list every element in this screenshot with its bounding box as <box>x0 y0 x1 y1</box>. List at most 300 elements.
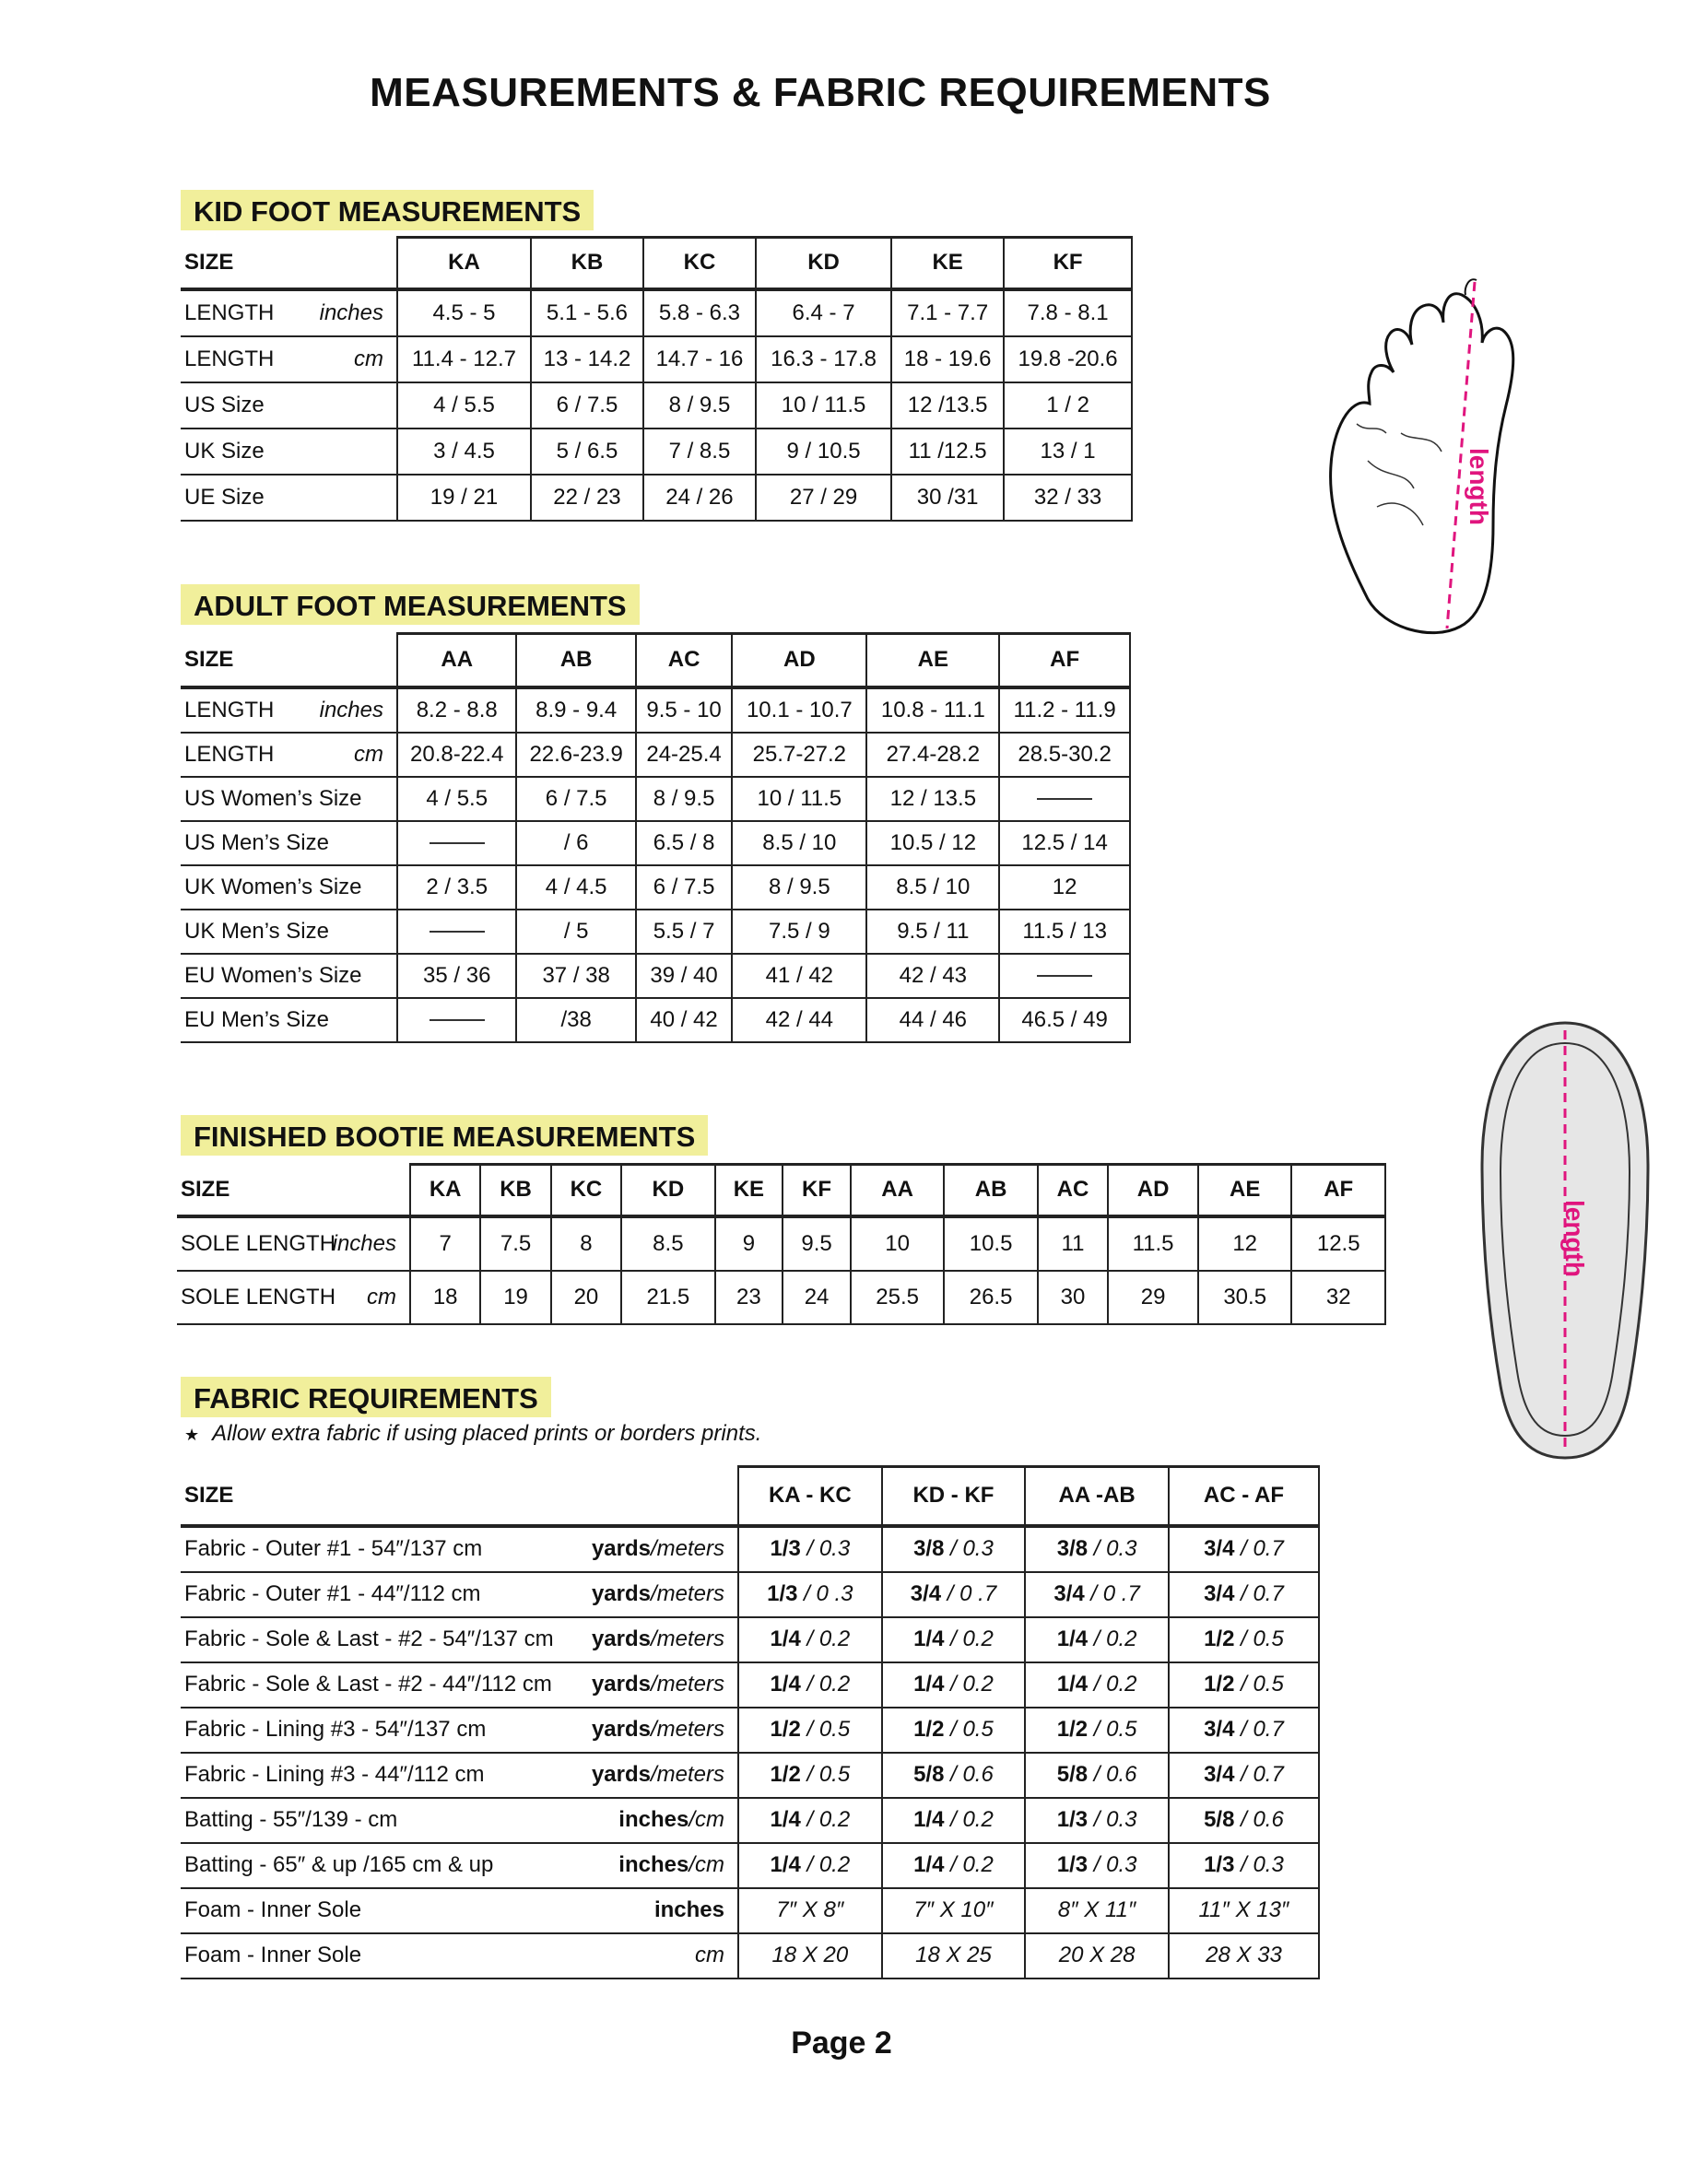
table-cell: 4 / 5.5 <box>397 382 531 429</box>
value-italic: 20 X 28 <box>1058 1943 1136 1967</box>
value-italic: / 0.5 <box>1234 1672 1284 1697</box>
row-label-text: LENGTH <box>184 346 275 371</box>
table-cell <box>738 1753 882 1798</box>
row-label <box>181 687 397 733</box>
table-cell: 6 / 7.5 <box>636 865 732 910</box>
table-cell <box>738 1617 882 1662</box>
column-header: AB <box>944 1165 1037 1216</box>
row-unit <box>592 1672 724 1697</box>
value-bold: 1/4 <box>1056 1672 1089 1697</box>
value-italic: / 0.6 <box>1088 1762 1137 1787</box>
row-unit <box>618 1807 724 1833</box>
table-cell <box>1169 1617 1319 1662</box>
table-cell <box>1025 1526 1169 1572</box>
value-italic: 28 X 33 <box>1206 1943 1282 1967</box>
table-cell: 30 /31 <box>891 475 1004 521</box>
row-unit <box>592 1581 724 1607</box>
header-row <box>181 634 1130 687</box>
table-cell: 24-25.4 <box>636 733 732 777</box>
row-label <box>181 1662 738 1708</box>
table-cell: 19 <box>480 1271 550 1324</box>
table-cell: 27 / 29 <box>756 475 891 521</box>
table-cell: 19.8 -20.6 <box>1004 336 1132 382</box>
table-cell: 10.8 - 11.1 <box>866 687 999 733</box>
table-cell <box>882 1843 1026 1888</box>
unit-italic: /cm <box>688 1807 724 1832</box>
table-row <box>181 1843 1319 1888</box>
value-bold: 5/8 <box>913 1762 945 1787</box>
value-italic: / 0.3 <box>800 1536 851 1561</box>
value-italic: 7″ X 8″ <box>776 1897 844 1922</box>
table-cell: 2 / 3.5 <box>397 865 516 910</box>
row-label <box>181 954 397 998</box>
row-label-text: Fabric - Outer #1 - 44″/112 cm <box>184 1581 481 1606</box>
bootie-heading: FINISHED BOOTIE MEASUREMENTS <box>181 1115 708 1156</box>
table-cell: 10 / 11.5 <box>732 777 866 821</box>
table-cell: 37 / 38 <box>516 954 635 998</box>
column-header: KD - KF <box>882 1467 1026 1526</box>
table-cell: 22 / 23 <box>531 475 643 521</box>
value-bold: 1/3 <box>770 1536 801 1561</box>
table-cell: 27.4-28.2 <box>866 733 999 777</box>
table-cell <box>738 1798 882 1843</box>
row-unit: cm <box>354 741 383 767</box>
table-cell: 26.5 <box>944 1271 1037 1324</box>
table-cell: 39 / 40 <box>636 954 732 998</box>
value-bold: 1/4 <box>913 1807 945 1832</box>
adult-table <box>181 632 1131 1043</box>
column-header: AC <box>636 634 732 687</box>
value-bold: 5/8 <box>1056 1762 1089 1787</box>
table-row <box>181 1753 1319 1798</box>
table-cell: 30.5 <box>1198 1271 1291 1324</box>
value-bold: 5/8 <box>1204 1807 1235 1832</box>
table-cell: 8.9 - 9.4 <box>516 687 635 733</box>
table-row <box>177 1216 1385 1271</box>
table-row <box>181 336 1132 382</box>
table-cell <box>1025 1888 1169 1933</box>
unit-bold: yards <box>591 1762 651 1787</box>
row-label <box>181 475 397 521</box>
row-label <box>181 1572 738 1617</box>
column-header: AA -AB <box>1025 1467 1169 1526</box>
unit-bold: yards <box>591 1717 651 1742</box>
row-unit <box>592 1626 724 1652</box>
row-unit <box>695 1943 724 1968</box>
row-label <box>181 733 397 777</box>
table-cell: 30 <box>1038 1271 1108 1324</box>
value-italic: / 0.5 <box>1234 1626 1284 1651</box>
table-cell: 5.5 / 7 <box>636 910 732 954</box>
value-bold: 1/3 <box>1056 1852 1089 1877</box>
column-header: AD <box>732 634 866 687</box>
row-label <box>181 1708 738 1753</box>
table-cell: 6 / 7.5 <box>531 382 643 429</box>
table-cell: 10.5 <box>944 1216 1037 1271</box>
table-cell: 12 <box>1198 1216 1291 1271</box>
row-label-text: Fabric - Lining #3 - 44″/112 cm <box>184 1762 485 1787</box>
row-label-text: Fabric - Outer #1 - 54″/137 cm <box>184 1536 483 1561</box>
table-row <box>181 998 1130 1042</box>
table-cell: 41 / 42 <box>732 954 866 998</box>
row-label <box>181 1843 738 1888</box>
table-cell: 12 /13.5 <box>891 382 1004 429</box>
table-cell: 8 <box>551 1216 621 1271</box>
value-italic: 11″ X 13″ <box>1198 1897 1289 1922</box>
value-italic: / 0 .3 <box>797 1581 853 1606</box>
foot-length-label: length <box>1465 448 1493 525</box>
row-label-text: US Size <box>184 392 265 417</box>
value-bold: 1/4 <box>770 1626 801 1651</box>
table-cell: 12.5 / 14 <box>999 821 1130 865</box>
table-cell: 22.6-23.9 <box>516 733 635 777</box>
value-bold: 1/4 <box>913 1626 945 1651</box>
value-italic: / 0.7 <box>1234 1717 1284 1742</box>
row-unit <box>592 1536 724 1562</box>
table-cell: 28.5-30.2 <box>999 733 1130 777</box>
table-cell: 7 <box>410 1216 480 1271</box>
column-header: AC <box>1038 1165 1108 1216</box>
table-cell: 9 / 10.5 <box>756 429 891 475</box>
table-cell: 10 / 11.5 <box>756 382 891 429</box>
row-unit <box>618 1852 724 1878</box>
column-header: KF <box>1004 238 1132 289</box>
table-cell: 25.7-27.2 <box>732 733 866 777</box>
table-cell <box>1169 1753 1319 1798</box>
table-cell: 10 <box>851 1216 944 1271</box>
value-bold: 1/3 <box>767 1581 798 1606</box>
table-cell: 20 <box>551 1271 621 1324</box>
row-label-text: SOLE LENGTH <box>181 1284 336 1309</box>
fabric-note-text: Allow extra fabric if using placed prints or borders prints. <box>212 1421 762 1446</box>
table-cell: 10.1 - 10.7 <box>732 687 866 733</box>
row-label-text: Foam - Inner Sole <box>184 1897 362 1922</box>
foot-icon <box>1312 249 1534 645</box>
value-italic: / 0 .7 <box>941 1581 997 1606</box>
value-bold: 1/4 <box>1056 1626 1089 1651</box>
value-italic: / 0.2 <box>1088 1626 1137 1651</box>
table-cell: 46.5 / 49 <box>999 998 1130 1042</box>
value-bold: 1/4 <box>770 1852 801 1877</box>
table-row <box>181 475 1132 521</box>
table-cell <box>999 777 1130 821</box>
column-header: AE <box>866 634 999 687</box>
row-label-text: UK Size <box>184 438 265 464</box>
table-cell: 20.8-22.4 <box>397 733 516 777</box>
unit-italic: cm <box>695 1943 724 1967</box>
dash-mark <box>1037 975 1092 977</box>
row-label <box>181 865 397 910</box>
table-cell: 11.5 / 13 <box>999 910 1130 954</box>
column-header: AF <box>999 634 1130 687</box>
table-cell: 21.5 <box>621 1271 714 1324</box>
table-cell <box>882 1753 1026 1798</box>
table-cell: 8.2 - 8.8 <box>397 687 516 733</box>
column-header: KA - KC <box>738 1467 882 1526</box>
table-cell <box>1025 1753 1169 1798</box>
row-label <box>181 382 397 429</box>
row-label-text: Fabric - Sole & Last - #2 - 54″/137 cm <box>184 1626 554 1651</box>
table-cell <box>397 821 516 865</box>
table-cell <box>882 1888 1026 1933</box>
unit-bold: yards <box>591 1672 651 1697</box>
fabric-heading: FABRIC REQUIREMENTS <box>181 1377 551 1417</box>
row-label-text: Batting - 55″/139 - cm <box>184 1807 398 1832</box>
table-row <box>181 865 1130 910</box>
unit-bold: yards <box>591 1626 651 1651</box>
table-cell: 11.2 - 11.9 <box>999 687 1130 733</box>
column-header: KD <box>621 1165 714 1216</box>
table-cell: 4.5 - 5 <box>397 289 531 336</box>
row-label <box>181 777 397 821</box>
value-italic: / 0.5 <box>800 1717 851 1742</box>
value-italic: 18 X 25 <box>915 1943 992 1967</box>
row-label <box>181 1526 738 1572</box>
table-cell: 14.7 - 16 <box>643 336 756 382</box>
value-bold: 1/2 <box>913 1717 945 1742</box>
table-cell: 4 / 5.5 <box>397 777 516 821</box>
value-italic: / 0.2 <box>800 1672 851 1697</box>
value-bold: 1/2 <box>1204 1672 1235 1697</box>
table-cell: 8.5 / 10 <box>866 865 999 910</box>
row-label <box>181 429 397 475</box>
size-label: SIZE <box>181 238 397 289</box>
table-cell <box>882 1708 1026 1753</box>
row-label-text: SOLE LENGTH <box>181 1230 336 1256</box>
value-italic: 18 X 20 <box>771 1943 849 1967</box>
unit-italic: /meters <box>650 1762 724 1787</box>
value-italic: / 0.2 <box>800 1626 851 1651</box>
unit-italic: /meters <box>650 1672 724 1697</box>
row-unit: inches <box>332 1230 396 1256</box>
table-cell: 1 / 2 <box>1004 382 1132 429</box>
table-cell: 9.5 - 10 <box>636 687 732 733</box>
table-cell <box>1025 1843 1169 1888</box>
row-label <box>181 1617 738 1662</box>
table-row <box>181 821 1130 865</box>
fabric-note <box>184 1421 761 1447</box>
table-row <box>181 1888 1319 1933</box>
row-label-text: Fabric - Lining #3 - 54″/137 cm <box>184 1717 487 1742</box>
value-italic: / 0.7 <box>1234 1762 1284 1787</box>
unit-bold: inches <box>618 1852 689 1877</box>
value-bold: 1/4 <box>913 1672 945 1697</box>
table-cell: 11.5 <box>1108 1216 1198 1271</box>
value-bold: 1/2 <box>1204 1626 1235 1651</box>
table-cell: 6 / 7.5 <box>516 777 635 821</box>
value-italic: / 0.6 <box>944 1762 994 1787</box>
unit-bold: yards <box>591 1581 651 1606</box>
dash-mark <box>1037 798 1092 800</box>
table-cell: 16.3 - 17.8 <box>756 336 891 382</box>
table-cell: 13 / 1 <box>1004 429 1132 475</box>
table-cell: 40 / 42 <box>636 998 732 1042</box>
sole-length-label: length <box>1560 1200 1589 1277</box>
table-cell <box>1169 1526 1319 1572</box>
value-bold: 3/8 <box>913 1536 945 1561</box>
table-cell <box>1169 1572 1319 1617</box>
value-italic: / 0.2 <box>800 1852 851 1877</box>
table-cell: 32 / 33 <box>1004 475 1132 521</box>
column-header: KB <box>531 238 643 289</box>
table-cell <box>738 1843 882 1888</box>
dash-mark <box>430 931 485 933</box>
header-row <box>177 1165 1385 1216</box>
table-row <box>181 1662 1319 1708</box>
table-cell <box>882 1572 1026 1617</box>
table-cell: 7.5 / 9 <box>732 910 866 954</box>
table-cell: 8 / 9.5 <box>732 865 866 910</box>
unit-italic: /meters <box>650 1581 724 1606</box>
fabric-table <box>181 1465 1320 1979</box>
table-cell <box>1025 1708 1169 1753</box>
table-cell: 8.5 <box>621 1216 714 1271</box>
value-italic: / 0.3 <box>1088 1807 1137 1832</box>
row-label <box>177 1216 410 1271</box>
table-cell <box>1025 1662 1169 1708</box>
size-label: SIZE <box>181 1467 738 1526</box>
table-cell <box>738 1933 882 1979</box>
table-row <box>181 1708 1319 1753</box>
table-row <box>181 382 1132 429</box>
table-cell: 13 - 14.2 <box>531 336 643 382</box>
row-label <box>181 289 397 336</box>
table-row <box>181 429 1132 475</box>
table-cell: 42 / 43 <box>866 954 999 998</box>
value-bold: 1/4 <box>913 1852 945 1877</box>
row-label-text: UK Women’s Size <box>184 874 362 899</box>
value-italic: / 0 .7 <box>1084 1581 1140 1606</box>
row-unit: inches <box>319 697 383 722</box>
value-italic: / 0.3 <box>1234 1852 1284 1877</box>
row-label <box>181 1798 738 1843</box>
column-header: AA <box>851 1165 944 1216</box>
table-cell <box>397 910 516 954</box>
table-cell <box>1025 1617 1169 1662</box>
value-bold: 3/4 <box>910 1581 942 1606</box>
table-row <box>181 1572 1319 1617</box>
table-cell: 3 / 4.5 <box>397 429 531 475</box>
star-icon: ★ <box>184 1426 200 1444</box>
unit-italic: /meters <box>650 1717 724 1742</box>
unit-italic: /meters <box>650 1536 724 1561</box>
row-unit <box>592 1762 724 1788</box>
value-italic: / 0.3 <box>944 1536 994 1561</box>
table-cell: 35 / 36 <box>397 954 516 998</box>
table-cell: 25.5 <box>851 1271 944 1324</box>
row-label-text: LENGTH <box>184 299 275 325</box>
row-label <box>177 1271 410 1324</box>
table-cell: 8 / 9.5 <box>636 777 732 821</box>
table-cell <box>1169 1888 1319 1933</box>
column-header: AF <box>1291 1165 1385 1216</box>
table-cell <box>999 954 1130 998</box>
value-italic: / 0.5 <box>944 1717 994 1742</box>
value-bold: 3/4 <box>1204 1581 1235 1606</box>
unit-bold: inches <box>618 1807 689 1832</box>
value-italic: / 0.5 <box>1088 1717 1137 1742</box>
table-cell: 7.5 <box>480 1216 550 1271</box>
value-bold: 3/4 <box>1053 1581 1085 1606</box>
row-label-text: US Men’s Size <box>184 829 329 855</box>
table-cell: 42 / 44 <box>732 998 866 1042</box>
value-bold: 3/4 <box>1204 1762 1235 1787</box>
table-cell: 11 /12.5 <box>891 429 1004 475</box>
table-cell <box>882 1617 1026 1662</box>
table-cell: 23 <box>715 1271 783 1324</box>
value-italic: / 0.7 <box>1234 1536 1284 1561</box>
column-header: AC - AF <box>1169 1467 1319 1526</box>
row-label <box>181 910 397 954</box>
value-italic: 7″ X 10″ <box>913 1897 994 1922</box>
value-italic: / 0.3 <box>1088 1852 1137 1877</box>
value-bold: 1/2 <box>770 1762 801 1787</box>
row-label-text: UK Men’s Size <box>184 918 329 944</box>
kid-heading: KID FOOT MEASUREMENTS <box>181 190 594 230</box>
table-cell <box>882 1798 1026 1843</box>
table-cell: 24 <box>783 1271 851 1324</box>
value-bold: 3/4 <box>1204 1536 1235 1561</box>
value-italic: / 0.2 <box>800 1807 851 1832</box>
table-cell: 10.5 / 12 <box>866 821 999 865</box>
table-cell <box>738 1572 882 1617</box>
table-cell <box>1169 1662 1319 1708</box>
size-label: SIZE <box>177 1165 410 1216</box>
header-row <box>181 238 1132 289</box>
table-cell <box>738 1888 882 1933</box>
table-cell: 8 / 9.5 <box>643 382 756 429</box>
table-cell <box>397 998 516 1042</box>
row-unit: cm <box>367 1284 396 1309</box>
table-cell: 9 <box>715 1216 783 1271</box>
value-bold: 1/3 <box>1204 1852 1235 1877</box>
table-cell: / 6 <box>516 821 635 865</box>
table-cell: 12.5 <box>1291 1216 1385 1271</box>
table-cell: 11.4 - 12.7 <box>397 336 531 382</box>
column-header: AA <box>397 634 516 687</box>
adult-heading: ADULT FOOT MEASUREMENTS <box>181 584 640 625</box>
page-number: Page 2 <box>791 2025 892 2061</box>
table-cell: 18 - 19.6 <box>891 336 1004 382</box>
row-label-text: LENGTH <box>184 697 275 722</box>
column-header: KD <box>756 238 891 289</box>
row-unit <box>592 1717 724 1743</box>
table-cell: 4 / 4.5 <box>516 865 635 910</box>
row-label-text: EU Men’s Size <box>184 1006 329 1032</box>
column-header: AE <box>1198 1165 1291 1216</box>
table-row <box>181 1933 1319 1979</box>
table-cell <box>1169 1708 1319 1753</box>
table-cell <box>882 1526 1026 1572</box>
value-italic: / 0.5 <box>800 1762 851 1787</box>
table-row <box>181 1617 1319 1662</box>
table-cell <box>738 1526 882 1572</box>
table-cell <box>1025 1933 1169 1979</box>
table-row <box>181 733 1130 777</box>
row-label-text: LENGTH <box>184 741 275 767</box>
unit-italic: /meters <box>650 1626 724 1651</box>
row-unit <box>654 1897 724 1923</box>
table-row <box>181 777 1130 821</box>
value-bold: 1/4 <box>770 1672 801 1697</box>
bootie-table <box>177 1163 1386 1325</box>
value-italic: / 0.7 <box>1234 1581 1284 1606</box>
table-row <box>181 289 1132 336</box>
column-header: KA <box>397 238 531 289</box>
value-italic: / 0.2 <box>944 1852 994 1877</box>
table-cell: 5.1 - 5.6 <box>531 289 643 336</box>
value-bold: 3/8 <box>1056 1536 1089 1561</box>
